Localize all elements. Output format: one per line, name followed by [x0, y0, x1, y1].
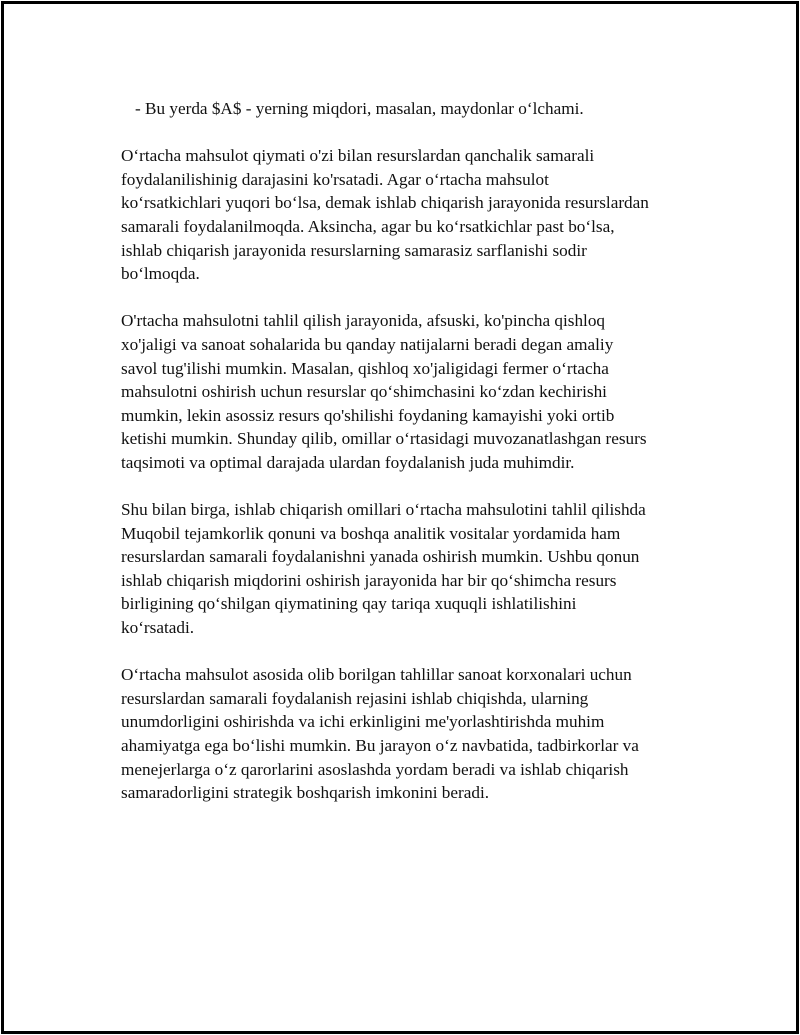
paragraph-line: O‘rtacha mahsulot qiymati o'zi bilan resurslardan qanchalik samarali	[121, 146, 595, 166]
paragraph-line: savol tug'ilishi mumkin. Masalan, qishloq xo'jaligidagi fermer o‘rtacha	[121, 358, 609, 378]
paragraph-line: bo‘lmoqda.	[121, 264, 200, 284]
paragraph-line: ishlab chiqarish miqdorini oshirish jarayonida har bir qo‘shimcha resurs	[121, 570, 617, 590]
paragraph-line: resurslardan samarali foydalanish rejasini ishlab chiqishda, ularning	[121, 688, 589, 708]
paragraph-line: unumdorligini oshirishda va ichi erkinligini me'yorlashtirishda muhim	[121, 712, 605, 732]
paragraph-line: menejerlarga o‘z qarorlarini asoslashda yordam beradi va ishlab chiqarish	[121, 759, 629, 779]
paragraph-line: xo'jaligi va sanoat sohalarida bu qanday natijalarni beradi degan amaliy	[121, 334, 614, 354]
paragraph-line: O'rtacha mahsulotni tahlil qilish jarayonida, afsuski, ko'pincha qishloq	[121, 311, 606, 331]
bullet-item: - Bu yerda $A$ - yerning miqdori, masalan, maydonlar o‘lchami.	[135, 99, 584, 118]
paragraph-line: ko‘rsatadi.	[121, 618, 195, 638]
paragraph-line: birligining qo‘shilgan qiymatining qay tariqa xuquqli ishlatilishini	[121, 594, 577, 614]
paragraph-line: ko‘rsatkichlari yuqori bo‘lsa, demak ishlab chiqarish jarayonida resurslardan	[121, 193, 649, 213]
paragraph-line: mahsulotni oshirish uchun resurslar qo‘shimchasini ko‘zdan kechirishi	[121, 382, 607, 402]
paragraph-line: ahamiyatga ega bo‘lishi mumkin. Bu jarayon o‘z navbatida, tadbirkorlar va	[121, 736, 639, 756]
document-body	[121, 97, 696, 828]
paragraph-line: ishlab chiqarish jarayonida resurslarning samarasiz sarflanishi sodir	[121, 240, 587, 260]
paragraph-line: samaradorligini strategik boshqarish imkonini beradi.	[121, 783, 490, 803]
paragraph-line: Muqobil tejamkorlik qonuni va boshqa analitik vositalar yordamida ham	[121, 523, 621, 543]
paragraph-1	[121, 144, 696, 286]
paragraph-line: Shu bilan birga, ishlab chiqarish omillari o‘rtacha mahsulotini tahlil qilishda	[121, 500, 646, 520]
paragraph-line: resurslardan samarali foydalanishni yanada oshirish mumkin. Ushbu qonun	[121, 547, 640, 567]
paragraph-line: O‘rtacha mahsulot asosida olib borilgan tahlillar sanoat korxonalari uchun	[121, 665, 632, 685]
paragraph-line: samarali foydalanilmoqda. Aksincha, agar bu ko‘rsatkichlar past bo‘lsa,	[121, 216, 615, 236]
paragraph-line: foydalanilishinig darajasini ko'rsatadi. Agar o‘rtacha mahsulot	[121, 169, 549, 189]
paragraph-4	[121, 663, 696, 805]
paragraph-2	[121, 309, 696, 474]
paragraph-line: ketishi mumkin. Shunday qilib, omillar o‘rtasidagi muvozanatlashgan resurs	[121, 429, 647, 449]
page-frame	[1, 1, 799, 1034]
paragraph-line: taqsimoti va optimal darajada ulardan foydalanish juda muhimdir.	[121, 452, 575, 472]
paragraph-3	[121, 498, 696, 640]
paragraph-line: mumkin, lekin asossiz resurs qo'shilishi foydaning kamayishi yoki ortib	[121, 405, 615, 425]
